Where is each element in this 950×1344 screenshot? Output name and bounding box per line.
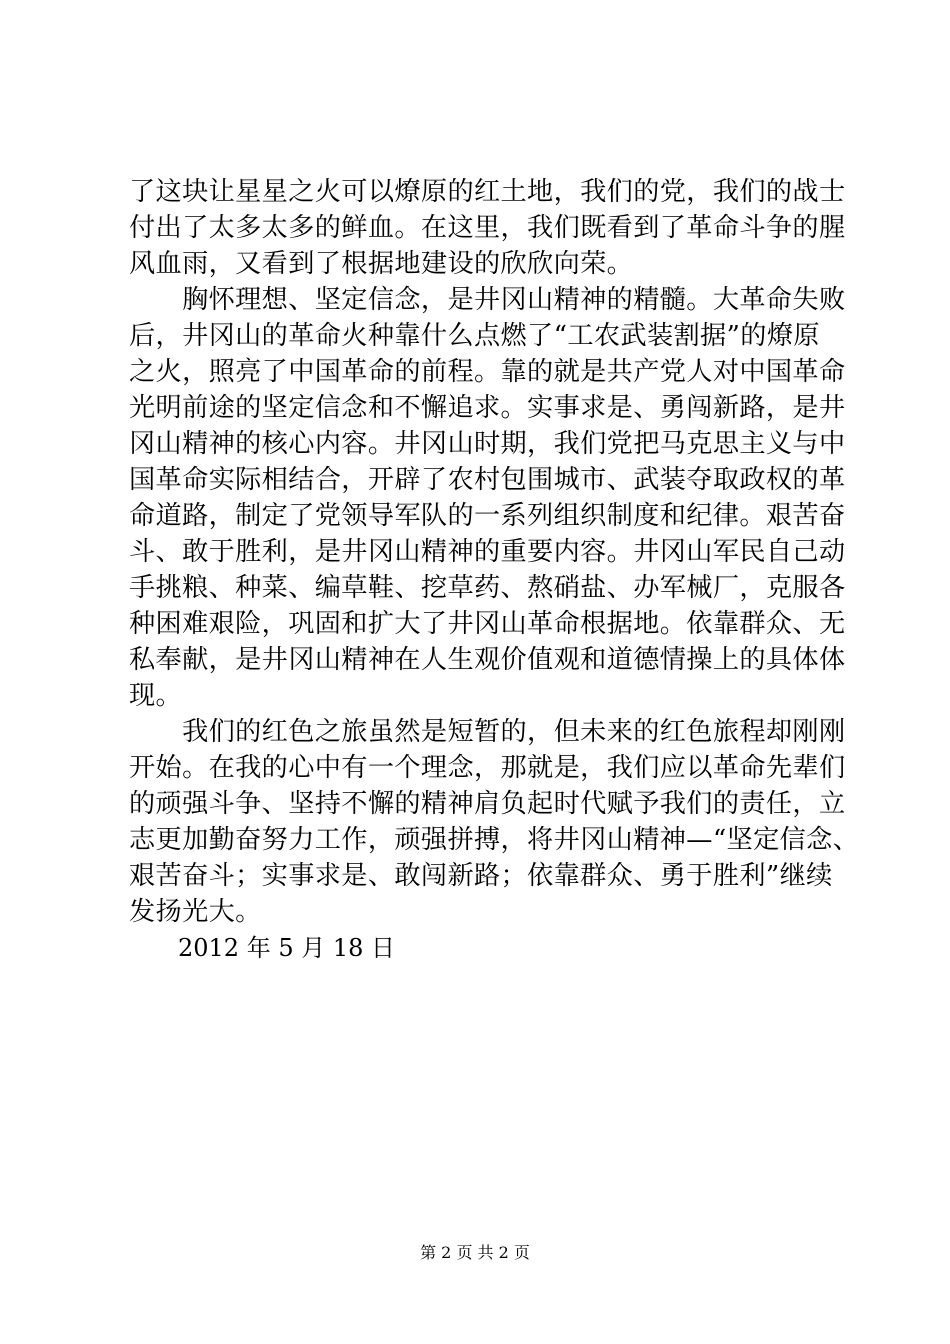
page-footer: 第 2 页 共 2 页 bbox=[420, 1243, 530, 1262]
paragraph-line: 之火，照亮了中国革命的前程。靠的就是共产党人对中国革命 bbox=[129, 357, 846, 387]
paragraph-line: 艰苦奋斗；实事求是、敢闯新路；依靠群众、勇于胜利”继续 bbox=[129, 861, 833, 891]
paragraph-line: 付出了太多太多的鲜血。在这里，我们既看到了革命斗争的腥 bbox=[129, 213, 846, 243]
paragraph-line: 的顽强斗争、坚持不懈的精神肩负起时代赋予我们的责任，立 bbox=[129, 789, 846, 819]
paragraph-line: 私奉献，是井冈山精神在人生观价值观和道德情操上的具体体 bbox=[129, 645, 846, 675]
paragraph-line: 胸怀理想、坚定信念，是井冈山精神的精髓。大革命失败 bbox=[129, 285, 846, 315]
paragraph-line: 风血雨，又看到了根据地建设的欣欣向荣。 bbox=[129, 249, 634, 279]
paragraph-line: 斗、敢于胜利，是井冈山精神的重要内容。井冈山军民自己动 bbox=[129, 537, 846, 567]
paragraph-line: 冈山精神的核心内容。井冈山时期，我们党把马克思主义与中 bbox=[129, 429, 846, 459]
paragraph-line: 开始。在我的心中有一个理念，那就是，我们应以革命先辈们 bbox=[129, 753, 846, 783]
paragraph-line: 发扬光大。 bbox=[129, 897, 262, 927]
paragraph-line: 后，井冈山的革命火种靠什么点燃了“工农武装割据”的燎原 bbox=[129, 321, 820, 351]
paragraph-line: 种困难艰险，巩固和扩大了井冈山革命根据地。依靠群众、无 bbox=[129, 609, 846, 639]
paragraph-line: 现。 bbox=[129, 681, 183, 711]
paragraph-line: 手挑粮、种菜、编草鞋、挖草药、熬硝盐、办军械厂，克服各 bbox=[129, 573, 846, 603]
document-date: 2012 年 5 月 18 日 bbox=[178, 934, 396, 962]
paragraph-line: 了这块让星星之火可以燎原的红土地，我们的党，我们的战士 bbox=[129, 177, 846, 207]
paragraph-line: 我们的红色之旅虽然是短暂的，但未来的红色旅程却刚刚 bbox=[129, 717, 846, 747]
paragraph-line: 光明前途的坚定信念和不懈追求。实事求是、勇闯新路，是井 bbox=[129, 393, 846, 423]
paragraph-line: 志更加勤奋努力工作，顽强拼搏，将井冈山精神—“坚定信念、 bbox=[129, 825, 860, 855]
paragraph-line: 国革命实际相结合，开辟了农村包围城市、武装夺取政权的革 bbox=[129, 465, 846, 495]
paragraph-line: 命道路，制定了党领导军队的一系列组织制度和纪律。艰苦奋 bbox=[129, 501, 846, 531]
